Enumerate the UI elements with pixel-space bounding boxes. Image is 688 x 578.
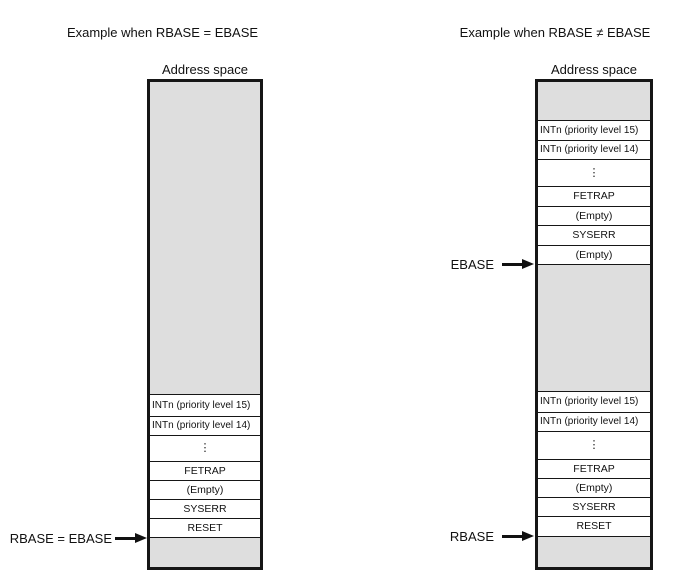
left-diagram-title: Example when RBASE = EBASE: [66, 25, 259, 40]
left-cell-int14: INTn (priority level 14): [150, 416, 260, 435]
rbase-ebase-arrow-right-icon: [135, 533, 147, 543]
rbase-ebase-pointer-label: RBASE = EBASE: [9, 530, 112, 546]
right-gray-region-top: [538, 82, 650, 120]
right-upper-cell-syserr: SYSERR: [538, 225, 650, 245]
right-upper-cell-fetrap: FETRAP: [538, 186, 650, 206]
rbase-ebase-pointer: [0, 531, 147, 545]
ebase-pointer-label: EBASE: [450, 256, 494, 272]
rbase-arrow-right-icon: [522, 531, 534, 541]
right-address-space-label: Address space: [551, 62, 637, 77]
left-gray-region-bottom: [150, 537, 260, 567]
left-cell-reset: RESET: [150, 518, 260, 537]
rbase-ebase-arrow-shaft: [115, 537, 135, 540]
right-upper-cell-int15: INTn (priority level 15): [538, 120, 650, 140]
ebase-pointer: [428, 257, 534, 271]
left-address-space-label: Address space: [162, 62, 248, 77]
right-upper-cell-int14: INTn (priority level 14): [538, 140, 650, 159]
right-lower-cell-int15: INTn (priority level 15): [538, 391, 650, 412]
right-address-space-box: [535, 79, 653, 570]
left-address-space-box: [147, 79, 263, 570]
right-lower-cell-empty: (Empty): [538, 478, 650, 497]
rbase-pointer-label: RBASE: [449, 528, 494, 544]
right-lower-cell-int14: INTn (priority level 14): [538, 412, 650, 431]
left-cell-syserr: SYSERR: [150, 499, 260, 518]
right-lower-cell-ellipsis: ⋮: [538, 431, 650, 459]
right-upper-cell-empty2: (Empty): [538, 245, 650, 264]
left-gray-region-top: [150, 82, 260, 394]
right-upper-cell-ellipsis: ⋮: [538, 159, 650, 186]
right-lower-cell-reset: RESET: [538, 516, 650, 536]
left-cell-empty: (Empty): [150, 480, 260, 499]
left-cell-fetrap: FETRAP: [150, 461, 260, 480]
ebase-arrow-right-icon: [522, 259, 534, 269]
rbase-arrow-shaft: [502, 535, 522, 538]
right-gray-region-bottom: [538, 536, 650, 567]
right-upper-cell-empty: (Empty): [538, 206, 650, 225]
right-lower-cell-syserr: SYSERR: [538, 497, 650, 516]
right-lower-cell-fetrap: FETRAP: [538, 459, 650, 478]
right-gray-region-middle: [538, 264, 650, 391]
left-cell-int15: INTn (priority level 15): [150, 394, 260, 416]
right-diagram-title: Example when RBASE ≠ EBASE: [459, 25, 651, 40]
ebase-arrow-shaft: [502, 263, 522, 266]
left-cell-ellipsis: ⋮: [150, 435, 260, 461]
rbase-pointer: [428, 529, 534, 543]
